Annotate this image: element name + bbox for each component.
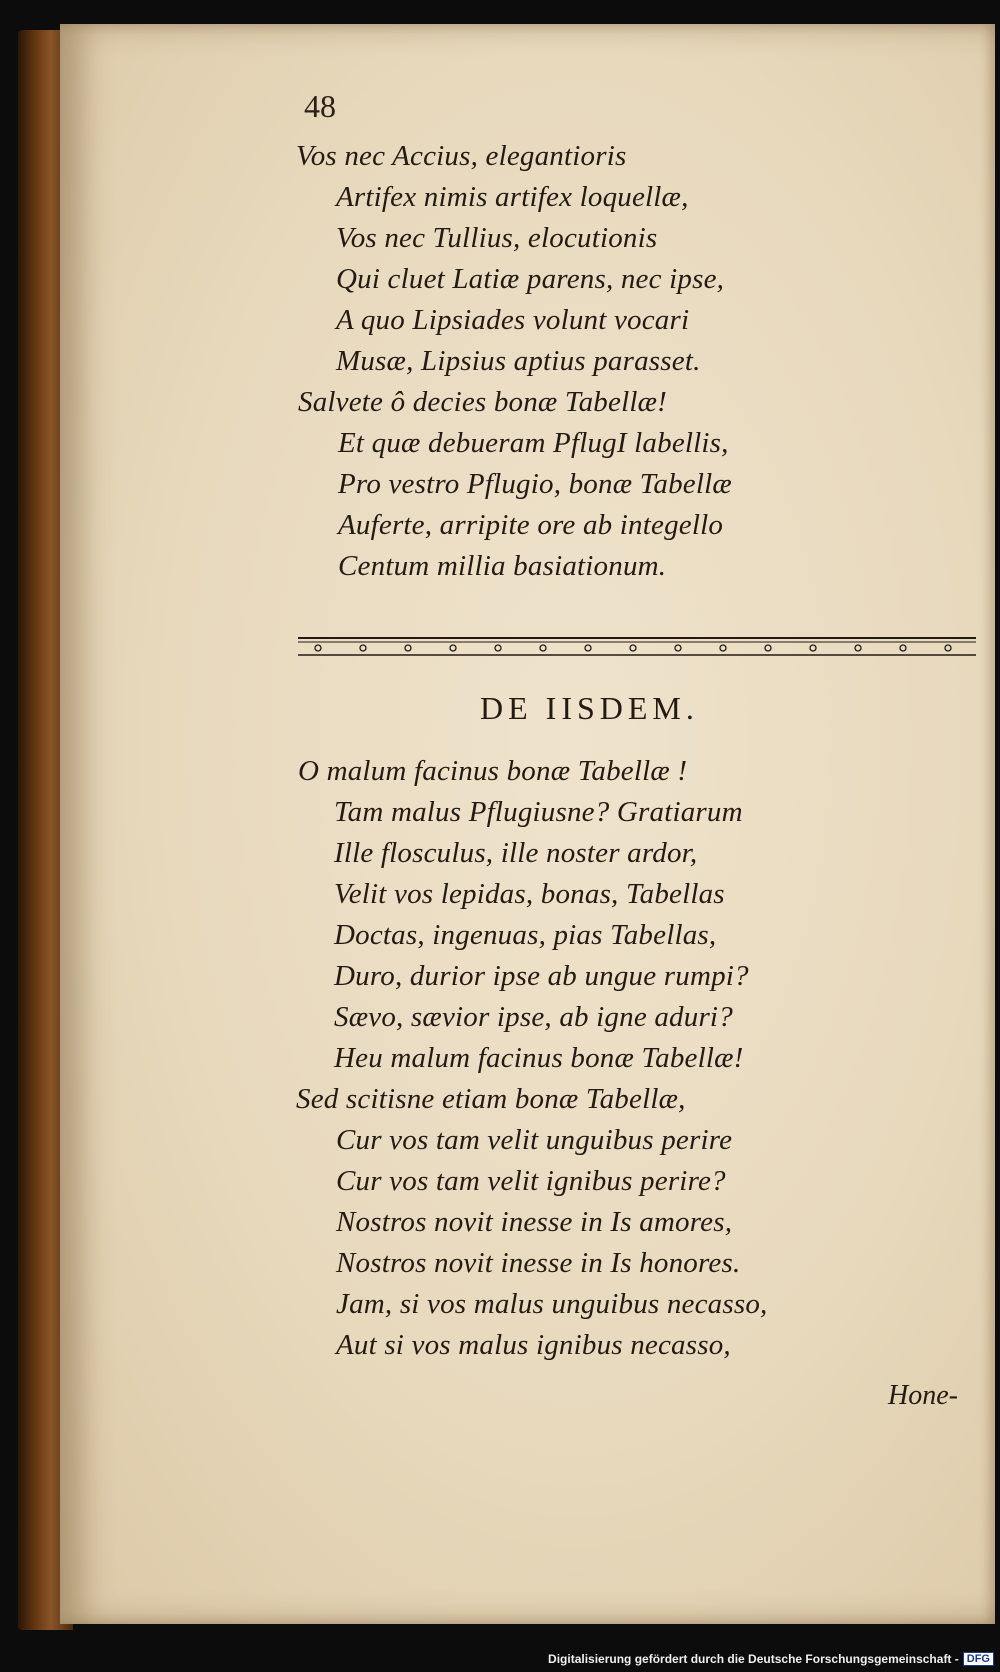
poem-line: Velit vos lepidas, bonas, Tabellas [334,878,725,910]
poem-line: Auferte, arripite ore ab integello [338,509,724,541]
ornament-ring [585,645,591,651]
poem-line: Heu malum facinus bonæ Tabellæ! [334,1042,744,1074]
poem-line: Cur vos tam velit ignibus perire? [336,1165,726,1197]
catchword: Hone- [888,1380,958,1411]
poem-line: Musæ, Lipsius aptius parasset. [336,345,701,377]
credit-text: Digitalisierung gefördert durch die Deutsche Forschungsgemeinschaft - [548,1652,959,1666]
poem-line: O malum facinus bonæ Tabellæ ! [298,755,688,787]
poem-line: Cur vos tam velit unguibus perire [336,1124,733,1156]
ornament-ring [900,645,906,651]
poem-line: Nostros novit inesse in Is honores. [336,1247,741,1279]
poem-line: Sævo, sævior ipse, ab igne aduri? [334,1001,733,1033]
poem-line: Vos nec Accius, elegantioris [296,140,627,172]
ornament-ring [450,645,456,651]
ornament-ring [495,645,501,651]
ornament-ring [360,645,366,651]
section-heading: DE IISDEM. [480,690,699,726]
poem-line: Nostros novit inesse in Is amores, [336,1206,733,1238]
ornament-ring [405,645,411,651]
ornament-ring [540,645,546,651]
ornament-ring [855,645,861,651]
poem-line: Et quæ debueram PflugI labellis, [338,427,729,459]
poem-line: Duro, durior ipse ab ungue rumpi? [334,960,749,992]
poem-line: Centum millia basiationum. [338,550,667,582]
poem-line: A quo Lipsiades volunt vocari [336,304,690,336]
poem-line: Jam, si vos malus unguibus necasso, [336,1288,768,1320]
poem-line: Tam malus Pflugiusne? Gratiarum [334,796,743,828]
ornament-ring [675,645,681,651]
digitization-credit [548,1652,994,1666]
poem-line: Artifex nimis artifex loquellæ, [336,181,689,213]
page-number: 48 [304,88,336,124]
dfg-logo: DFG [963,1652,994,1666]
ornament-ring [630,645,636,651]
ornamental-rule [298,633,976,663]
ornament-ring [765,645,771,651]
poem-line: Ille flosculus, ille noster ardor, [334,837,698,869]
ornament-ring [810,645,816,651]
poem-line: Pro vestro Pflugio, bonæ Tabellæ [338,468,732,500]
poem-line: Qui cluet Latiæ parens, nec ipse, [336,263,725,295]
ornament-ring [315,645,321,651]
poem-line: Sed scitisne etiam bonæ Tabellæ, [296,1083,686,1115]
poem-line: Doctas, ingenuas, pias Tabellas, [334,919,717,951]
poem-line: Vos nec Tullius, elocutionis [336,222,658,254]
ornament-ring [720,645,726,651]
poem-line: Salvete ô decies bonæ Tabellæ! [298,386,667,418]
ornament-ring [945,645,951,651]
poem-line: Aut si vos malus ignibus necasso, [336,1329,731,1361]
